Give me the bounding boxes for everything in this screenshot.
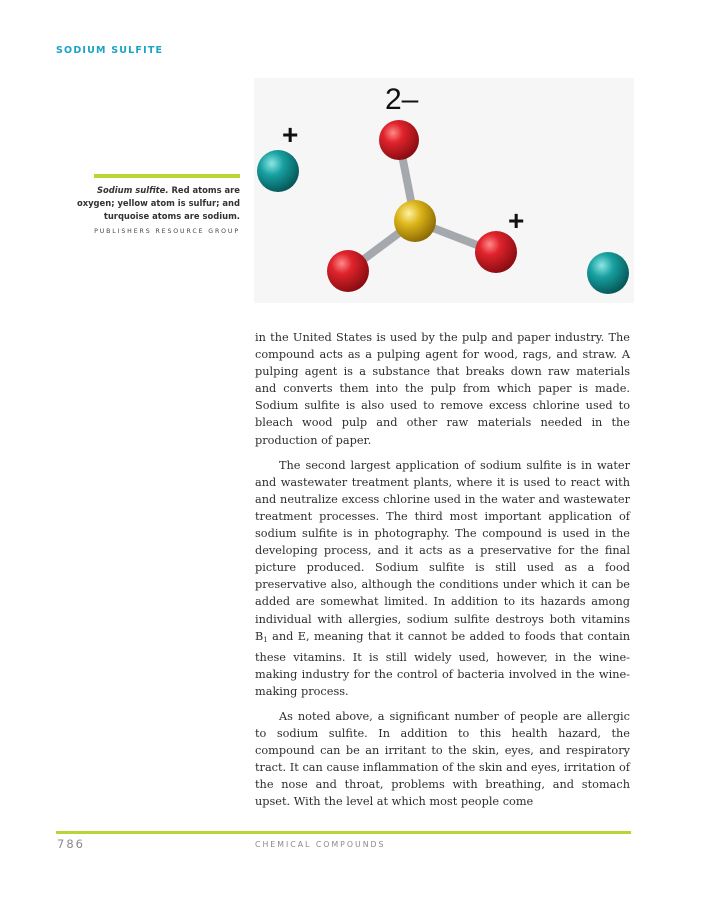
plus-label-right: + [508, 205, 525, 236]
paragraph: in the United States is used by the pulp and paper industry. The compound acts as a pulping agent for wood, rags, and straw. A pulping agent is a substance that breaks down raw materials and converts them into the pulp from which paper is made. Sodium sulfite is also used to remove excess chlorine used to bleach wood pulp and other raw materials needed in the production of paper. [255, 331, 630, 447]
sodium-atom-right [587, 252, 629, 294]
sodium-sulfite-molecule-diagram [254, 78, 634, 303]
paragraph-text: The second largest application of sodium sulfite is in water and wastewater treatment plants, where it is used to react with and neutralize excess chlorine used in the water and wastewater treatment processes. The third most important application of sodium sulfite is in photography. The compound is used in the developing process, and it acts as a preservative for the final picture produced. Sodium sulfite is still used as a food preservative also, although the conditions under which it can be added are somewhat limited. In addition to its hazards among individual with allergies, sodium sulfite destroys both vitamins B [255, 458, 630, 643]
molecule-figure [254, 78, 634, 303]
caption-title: Sodium sulfite. [97, 185, 169, 195]
sodium-atom-left [257, 150, 299, 192]
oxygen-atom-top [379, 120, 419, 160]
running-head: SODIUM SULFITE [56, 45, 164, 56]
oxygen-atom-left [327, 250, 369, 292]
caption-text: Red atoms are oxygen; yellow atom is sulfur; and turquoise atoms are sodium. [76, 185, 240, 222]
paragraph: As noted above, a significant number of people are allergic to sodium sulfite. In addition to this health hazard, the compound can be an irritant to the skin, eyes, and respiratory tract. It can cause inflammation of the skin and eyes, irritation of the nose and throat, problems with breathing, and stomach upset. With the level at which most people come [255, 709, 630, 809]
figure-caption [72, 184, 240, 238]
vitamin-subscript: 1 [263, 635, 268, 644]
paragraph-text: and E, meaning that it cannot be added to foods that contain these vitamins. It is still widely used, however, in the wine-making industry for the control of bacteria involved in the wine-making process. [255, 629, 630, 698]
body-text [255, 329, 630, 819]
paragraph [255, 457, 630, 700]
sulfur-atom [394, 200, 436, 242]
book-title: CHEMICAL COMPOUNDS [255, 840, 386, 849]
page-number: 786 [57, 837, 85, 851]
caption-credit: PUBLISHERS RESOURCE GROUP [94, 227, 240, 235]
footer-rule [56, 831, 631, 834]
charge-label: 2– [385, 83, 419, 116]
caption-rule [94, 174, 240, 178]
plus-label-left: + [282, 119, 299, 150]
oxygen-atom-right [475, 231, 517, 273]
